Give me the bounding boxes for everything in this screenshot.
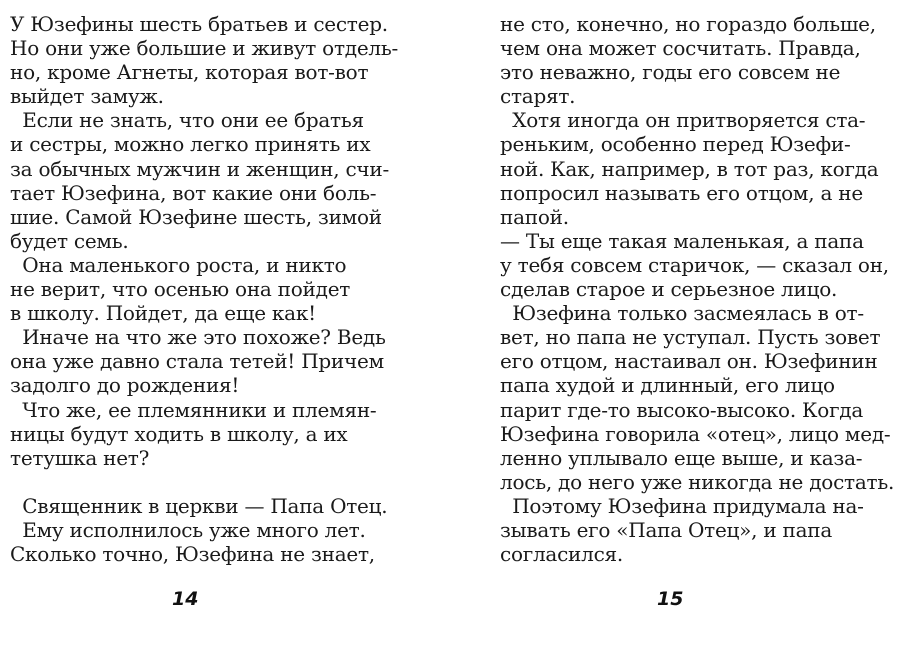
text-line: Ему исполнилось уже много лет. bbox=[10, 517, 366, 542]
text-line: сделав старое и серьезное лицо. bbox=[500, 277, 838, 302]
text-line: она уже давно стала тетей! Причем bbox=[10, 349, 384, 374]
text-line: шие. Самой Юзефине шесть, зимой bbox=[10, 204, 382, 229]
text-line: Иначе на что же это похоже? Ведь bbox=[10, 325, 386, 350]
page-number-right: 15 bbox=[657, 588, 684, 610]
text-line: и сестры, можно легко принять их bbox=[10, 132, 371, 157]
text-line: в школу. Пойдет, да еще как! bbox=[10, 301, 316, 326]
left-page bbox=[10, 12, 450, 566]
right-page bbox=[500, 12, 900, 566]
text-line: не верит, что осенью она пойдет bbox=[10, 277, 351, 302]
text-line: вет, но папа не уступал. Пусть зовет bbox=[500, 325, 881, 350]
text-line: папой. bbox=[500, 204, 569, 229]
text-line: — Ты еще такая маленькая, а папа bbox=[500, 228, 864, 253]
text-line: его отцом, настаивал он. Юзефинин bbox=[500, 349, 878, 374]
text-line: задолго до рождения! bbox=[10, 373, 240, 398]
text-line: лось, до него уже никогда не достать. bbox=[500, 469, 895, 494]
text-line: но, кроме Агнеты, которая вот-вот bbox=[10, 60, 369, 85]
text-line: реньким, особенно перед Юзефи- bbox=[500, 132, 851, 157]
text-line: Что же, ее племянники и племян- bbox=[10, 397, 377, 422]
text-line bbox=[10, 470, 450, 494]
text-line: это неважно, годы его совсем не bbox=[500, 60, 841, 85]
text-line: Но они уже большие и живут отдель- bbox=[10, 36, 399, 61]
text-line: у тебя совсем старичок, — сказал он, bbox=[500, 252, 889, 277]
text-line: старят. bbox=[500, 84, 576, 109]
text-line: Если не знать, что они ее братья bbox=[10, 108, 364, 133]
text-line: Она маленького роста, и никто bbox=[10, 252, 347, 277]
text-line: выйдет замуж. bbox=[10, 84, 164, 109]
text-line: тает Юзефина, вот какие они боль- bbox=[10, 180, 377, 205]
text-line: У Юзефины шесть братьев и сестер. bbox=[10, 12, 388, 36]
text-line: Юзефина говорила «отец», лицо мед- bbox=[500, 421, 891, 446]
page-number-left: 14 bbox=[172, 588, 199, 610]
text-line: Юзефина только засмеялась в от- bbox=[500, 301, 864, 326]
text-line: не сто, конечно, но гораздо больше, bbox=[500, 12, 876, 36]
text-line: попросил называть его отцом, а не bbox=[500, 180, 863, 205]
text-line: чем она может сосчитать. Правда, bbox=[500, 36, 861, 61]
text-line: ной. Как, например, в тот раз, когда bbox=[500, 156, 879, 181]
text-line: Поэтому Юзефина придумала на- bbox=[500, 493, 864, 518]
text-line: парит где-то высоко-высоко. Когда bbox=[500, 397, 864, 422]
text-line: будет семь. bbox=[10, 228, 129, 253]
text-line: за обычных мужчин и женщин, счи- bbox=[10, 156, 389, 181]
text-line: тетушка нет? bbox=[10, 445, 150, 470]
text-line: ленно уплывало еще выше, и каза- bbox=[500, 445, 863, 470]
text-line: согласился. bbox=[500, 542, 624, 567]
text-line: папа худой и длинный, его лицо bbox=[500, 373, 835, 398]
text-line: Хотя иногда он притворяется ста- bbox=[500, 108, 866, 133]
text-line: Священник в церкви — Папа Отец. bbox=[10, 493, 388, 518]
text-line: Сколько точно, Юзефина не знает, bbox=[10, 542, 375, 567]
text-line: ницы будут ходить в школу, а их bbox=[10, 421, 348, 446]
text-line: зывать его «Папа Отец», и папа bbox=[500, 517, 833, 542]
